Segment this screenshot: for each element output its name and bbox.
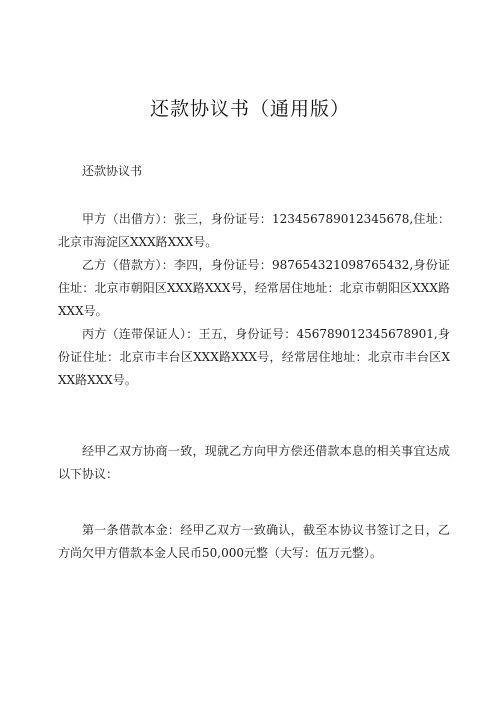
intro-section [58,440,450,486]
document-subtitle [58,160,450,183]
parties-section [58,208,450,392]
party-a-paragraph: 甲方（出借方）：张三，身份证号：123456789012345678,住址：北京市海淀区XXX路XXX号。 [58,212,450,249]
subtitle-text: 还款协议书 [82,164,143,178]
intro-paragraph: 经甲乙双方协商一致，现就乙方向甲方偿还借款本息的相关事宜达成以下协议： [58,444,450,481]
party-c-paragraph: 丙方（连带保证人）：王五，身份证号：456789012345678901,身份证住址：北京市丰台区XXX路XXX号，经常居住地址：北京市丰台区XXX路XXX号。 [58,327,450,387]
article-1-paragraph: 第一条借款本金：经甲乙双方一致确认，截至本协议书签订之日，乙方尚欠甲方借款本金人民币50,000元整（大写：伍万元整）。 [58,523,450,560]
party-b-paragraph: 乙方（借款方）：李四，身份证号：987654321098765432,身份证住址：北京市朝阳区XXX路XXX号，经常居住地址：北京市朝阳区XXX路XXX号。 [58,258,450,318]
article-1-section [58,519,450,565]
document-title: 还款协议书（通用版） [149,98,350,120]
